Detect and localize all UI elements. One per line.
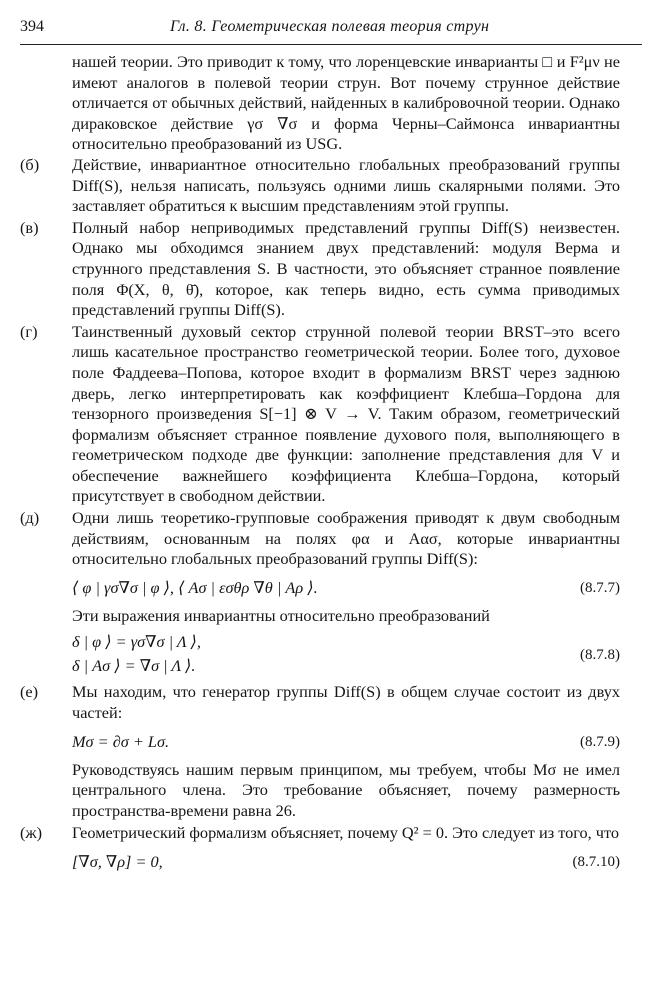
equation-8-7-10: [20, 848, 620, 876]
item-label: (в): [20, 217, 39, 237]
equation-line-1: δ | φ ⟩ = γσ∇σ | Λ ⟩,: [72, 632, 201, 652]
item-text: Полный набор неприводимых представлений группы Diff(S) неизвестен. Однако мы обходимся знанием двух представлений: модуля Верма и струнного представления S. В частности, это объясняет странное появление поля Φ(X, θ, θ̄), которое, как теперь видно, есть сумма приводимых представлений группы Diff(S).: [72, 217, 620, 320]
item-text: Одни лишь теоретико-групповые соображения приводят к двум свободным действиям, основанным на полях φα и Aασ, которые инвариантны относительно глобальных преобразований группы Diff(S):: [72, 508, 620, 569]
equation-8-7-7: [20, 574, 620, 602]
equation-number: (8.7.9): [580, 733, 620, 750]
list-item-v: [20, 218, 620, 321]
list-item-d: [20, 508, 620, 570]
equation-8-7-9: [20, 728, 620, 756]
text-after-8-7-7: Эти выражения инвариантны относительно преобразований: [72, 605, 490, 625]
list-item-e: [20, 682, 620, 723]
item-text: Действие, инвариантное относительно глобальных преобразований группы Diff(S), нельзя написать, пользуясь одними лишь скалярными полями. Это заставляет обратиться к высшим представлениям этой группы.: [72, 154, 620, 216]
header-rule: [20, 44, 642, 45]
equation-number: (8.7.7): [580, 579, 620, 596]
list-item-zh: [20, 823, 620, 844]
intro-paragraph: нашей теории. Это приводит к тому, что лоренцевские инварианты □ и F²μν не имеют аналогов в полевой теории струн. Вот почему струнное действие отличается от обычных действий, найденных в калибровочной теории. Однако дираковское действие γσ ∇σ и форма Черны–Саймонса инвариантны относительно преобразований из USG.: [72, 52, 620, 154]
equation-formula: Mσ = ∂σ + Lσ.: [72, 731, 170, 751]
item-text: Таинственный духовый сектор струнной полевой теории BRST–это всего лишь касательное пространство геометрической теории. Более того, духовое поле Фаддеева–Попова, которое входит в формализм BRST через заднюю дверь, легко интерпретировать как коэффициент Клебша–Гордона для тензорного произведения S[−1] ⊗ V → V. Таким образом, геометрический формализм объясняет странное появление духового поля, выполняющего в геометрическом подходе две функции: заполнение представления для V и обеспечение важнейшего коэффициента Клебша–Гордона, который присутствует в свободном действии.: [72, 321, 620, 506]
item-label: (б): [20, 154, 40, 174]
item-text: Мы находим, что генератор группы Diff(S) в общем случае состоит из двух частей:: [72, 682, 620, 723]
item-label: (г): [20, 321, 38, 341]
equation-line-2: δ | Aσ ⟩ = ∇σ | Λ ⟩.: [72, 656, 196, 676]
equation-number: (8.7.10): [572, 854, 620, 870]
item-label: (е): [20, 682, 39, 702]
item-text: Геометрический формализм объясняет, почему Q² = 0. Это следует из того, что: [72, 823, 620, 843]
page-number: 394: [20, 18, 44, 35]
equation-formula: [∇σ, ∇ρ] = 0,: [72, 852, 163, 871]
equation-number: (8.7.8): [580, 647, 620, 664]
running-title: Гл. 8. Геометрическая полевая теория струн: [170, 18, 490, 35]
item-label: (д): [20, 508, 40, 528]
equation-8-7-8: [20, 632, 620, 678]
equation-formula: ⟨ φ | γσ∇σ | φ ⟩, ⟨ Aσ | εσθρ ∇θ | Aρ ⟩.: [72, 577, 318, 597]
item-label: (ж): [20, 823, 43, 843]
list-item-b: [20, 155, 620, 217]
text-after-8-7-9: Руководствуясь нашим первым принципом, мы требуем, чтобы Mσ не имел центрального члена. Это требование объясняет, почему размерность пространства-времени равна 26.: [72, 759, 620, 820]
page-body: [20, 52, 620, 880]
list-item-g: [20, 322, 620, 507]
